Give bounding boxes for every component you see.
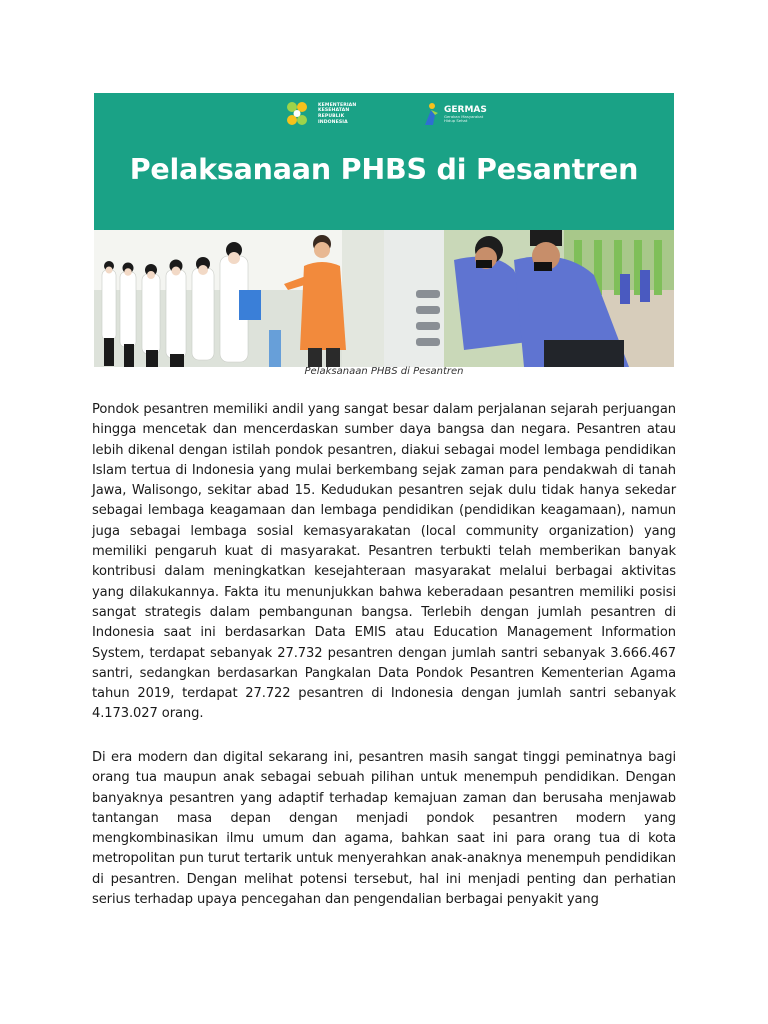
header-photo bbox=[94, 230, 674, 367]
kemenkes-logo-icon bbox=[282, 99, 312, 129]
kemenkes-logo-line: REPUBLIK bbox=[318, 114, 345, 119]
germas-logo-subtext: Gerakan Masyarakat bbox=[444, 113, 484, 119]
header-banner bbox=[94, 93, 674, 230]
germas-logo bbox=[422, 101, 487, 127]
body-paragraph: Pondok pesantren memiliki andil yang sangat besar dalam perjalanan sejarah perjuangan hingga mencetak dan mencerdaskan sumber daya bangsa dan negara. Pesantren atau lebih dikenal dengan istilah pondok pesantren, diakui sebagai model lembaga pendidikan Islam tertua di Indonesia yang mulai berkembang sejak zaman para pendakwah di tanah Jawa, Walisongo, sekitar abad 15. Kedudukan pesantren sejak dulu tidak hanya sekedar sebagai lembaga keagamaan dan lembaga pendidikan (pendidikan keagamaan), namun juga sebagai lembaga sosial kemasyarakatan (local community organization) yang memiliki pengaruh kuat di masyarakat. Pesantren terbukti telah memberikan banyak kontribusi dalam meningkatkan kesejahteraan masyarakat melalui berbagai aktivitas yang dilakukannya. Fakta itu menunjukkan bahwa keberadaan pesantren memiliki posisi sangat strategis dalam pembangunan bangsa. Terlebih dengan jumlah pesantren di Indonesia saat ini berdasarkan Data EMIS atau Education Management Information System, terdapat sebanyak 27.732 pesantren dengan jumlah santri sebanyak 3.666.467 santri, sedangkan berdasarkan Pangkalan Data Pondok Pesantren Kementerian Agama tahun 2019, terdapat 27.722 pesantren di Indonesia dengan jumlah santri sebanyak 4.173.027 orang. bbox=[92, 402, 676, 722]
students-queue-temperature-check-photo bbox=[94, 230, 384, 367]
banner-title: Pelaksanaan PHBS di Pesantren bbox=[129, 153, 639, 186]
body-paragraph: Di era modern dan digital sekarang ini, pesantren masih sangat tinggi peminatnya bagi orang tua maupun anak sebagai sebuah pilihan untuk menempuh pendidikan. Dengan banyaknya pesantren yang adaptif terhadap kemajuan zaman dan berusaha menjawab tantangan masa depan dengan menjadi pondok pesantren modern yang mengkombinasikan ilmu umum dan agama, bahkan saat ini para orang tua di kota metropolitan pun turut tertarik untuk menyerahkan anak-anaknya menempuh pendidikan di pesantren. Dengan melihat potensi tersebut, hal ini menjadi penting dan perhatian serius terhadap upaya pencegahan dan pengendalian berbagai penyakit yang bbox=[92, 750, 676, 908]
kemenkes-logo bbox=[282, 99, 356, 129]
students-handwashing-photo bbox=[384, 230, 674, 367]
kemenkes-logo-line: INDONESIA bbox=[318, 119, 348, 125]
germas-logo-icon bbox=[422, 101, 440, 127]
image-caption: Pelaksanaan PHBS di Pesantren bbox=[304, 366, 464, 377]
germas-logo-subtext: Hidup Sehat bbox=[444, 118, 468, 123]
germas-logo-word: GERMAS bbox=[444, 104, 487, 115]
kemenkes-logo-line: KEMENTERIAN bbox=[318, 102, 357, 108]
kemenkes-logo-line: KESEHATAN bbox=[318, 108, 350, 114]
